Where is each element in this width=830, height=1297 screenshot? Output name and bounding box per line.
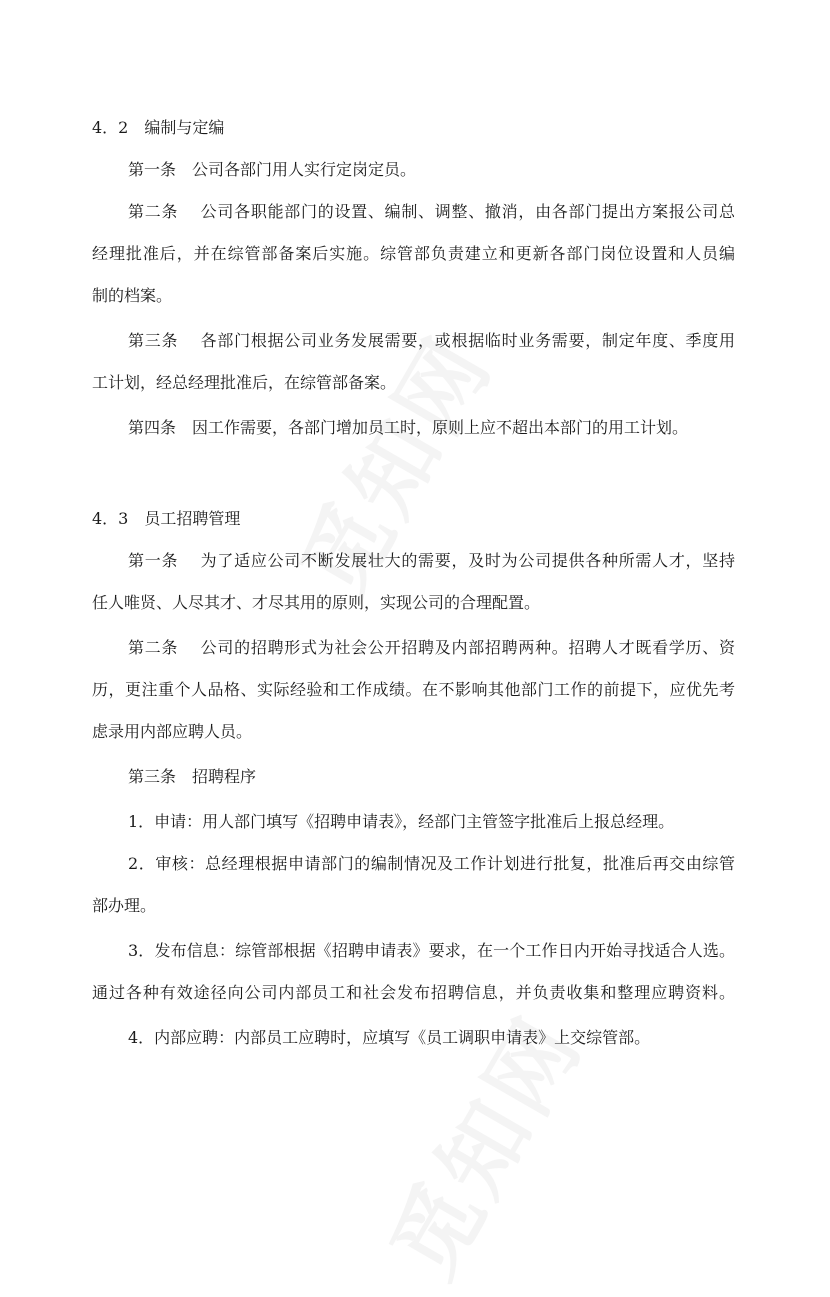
article-1: 第一条 为了适应公司不断发展壮大的需要，及时为公司提供各种所需人才，坚持 [128,551,735,570]
article-3: 第三条 各部门根据公司业务发展需要，或根据临时业务需要，制定年度、季度用 [128,331,735,350]
article-2-cont: 虑录用内部应聘人员。 [92,722,253,741]
article-1-cont: 任人唯贤、人尽其才、才尽其用的原则，实现公司的合理配置。 [92,593,541,612]
step-2-cont: 部办理。 [92,896,157,915]
section-heading: 4．3 员工招聘管理 [92,509,241,528]
article-3: 第三条 招聘程序 [128,767,257,786]
article-2-cont: 历，更注重个人品格、实际经验和工作成绩。在不影响其他部门工作的前提下，应优先考 [92,680,735,699]
section-heading: 4．2 编制与定编 [92,118,225,137]
step-1: 1．申请：用人部门填写《招聘申请表》，经部门主管签字批准后上报总经理。 [128,812,675,831]
article-2: 第二条 公司各职能部门的设置、编制、调整、撤消，由各部门提出方案报公司总 [128,202,735,221]
article-2: 第二条 公司的招聘形式为社会公开招聘及内部招聘两种。招聘人才既看学历、资 [128,638,735,657]
article-1: 第一条 公司各部门用人实行定岗定员。 [128,160,417,179]
step-3: 3．发布信息：综管部根据《招聘申请表》要求，在一个工作日内开始寻找适合人选。 [128,941,735,960]
step-4: 4．内部应聘：内部员工应聘时，应填写《员工调职申请表》上交综管部。 [128,1028,651,1047]
article-4: 第四条 因工作需要，各部门增加员工时，原则上应不超出本部门的用工计划。 [128,418,689,437]
article-2-cont: 经理批准后，并在综管部备案后实施。综管部负责建立和更新各部门岗位设置和人员编 [92,244,735,263]
step-3-cont: 通过各种有效途径向公司内部员工和社会发布招聘信息，并负责收集和整理应聘资料。 [92,983,735,1002]
step-2: 2．审核：总经理根据申请部门的编制情况及工作计划进行批复，批准后再交由综管 [128,854,735,873]
article-3-cont: 工计划，经总经理批准后，在综管部备案。 [92,373,397,392]
article-2-cont: 制的档案。 [92,286,173,305]
